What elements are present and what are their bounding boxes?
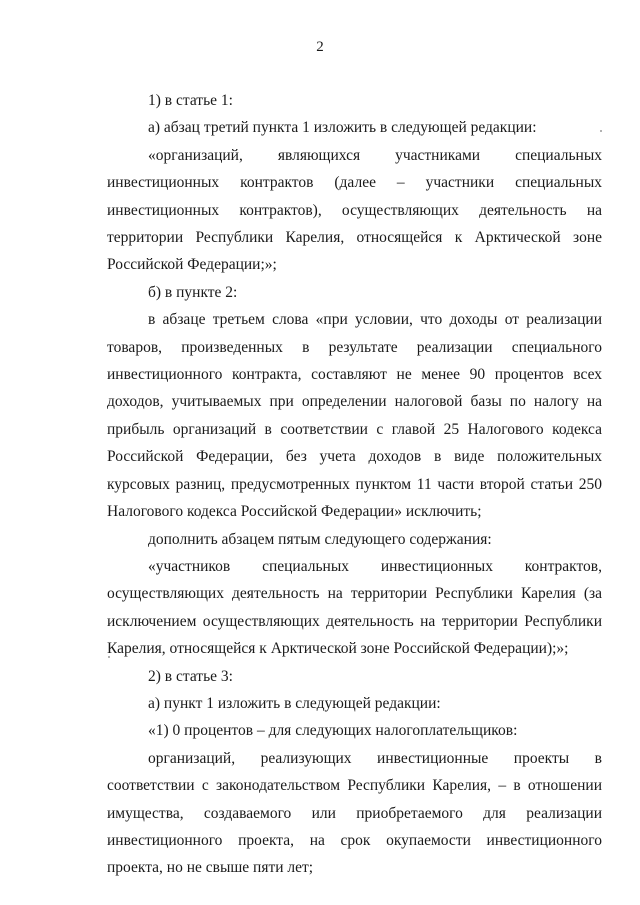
paragraph-add-fifth: дополнить абзацем пятым следующего содержания: bbox=[148, 530, 492, 548]
paragraph-article-3: 2) в статье 3: bbox=[148, 667, 233, 685]
paragraph-item-b-point-2: б) в пункте 2: bbox=[148, 283, 238, 301]
paragraph-third-words-removal: в абзаце третьем слова «при условии, что доходы от реализации товаров, произведенных в результате реализации специального инвестиционного контракта, составляют не менее 90 процентов всех доходов, учитываемых при определении налоговой базы по налогу на прибыль организаций в соответствии с главой 25 Налогового кодекса Российской Федерации, без учета доходов в виде положительных курсовых разниц, предусмотренных пунктом 11 части второй статьи 250 Налогового кодекса Российской Федерации» исключить; bbox=[107, 311, 602, 521]
document-body bbox=[107, 87, 602, 882]
paragraph-zero-percent: «1) 0 процентов – для следующих налогоплательщиков: bbox=[148, 722, 518, 740]
paragraph-participants-quote: «участников специальных инвестиционных контрактов, осуществляющих деятельность на территории Республики Карелия (за исключением осуществляющих деятельность на территории Республики Карелия, относящейся к Арктической зоне Российской Федерации);»; bbox=[107, 557, 602, 658]
paragraph-organizations-quote: «организаций, являющихся участниками специальных инвестиционных контрактов (далее – участники специальных инвестиционных контрактов), осуществляющих деятельность на территории Республики Карелия, относящейся к Арктической зоне Российской Федерации;»; bbox=[107, 146, 602, 274]
paragraph-article-1: 1) в статье 1: bbox=[148, 92, 233, 109]
paragraph-investment-projects: организаций, реализующих инвестиционные проекты в соответствии с законодательством Республики Карелия, – в отношении имущества, создаваемого или приобретаемого для реализации инвестиционного проекта, на срок окупаемости инвестиционного проекта, но не свыше пяти лет; bbox=[107, 749, 602, 877]
paragraph-item-a-paragraph-three: а) абзац третий пункта 1 изложить в следующей редакции: bbox=[148, 119, 537, 137]
page-number: 2 bbox=[316, 39, 324, 55]
paragraph-item-a-point-1: а) пункт 1 изложить в следующей редакции: bbox=[148, 694, 441, 712]
